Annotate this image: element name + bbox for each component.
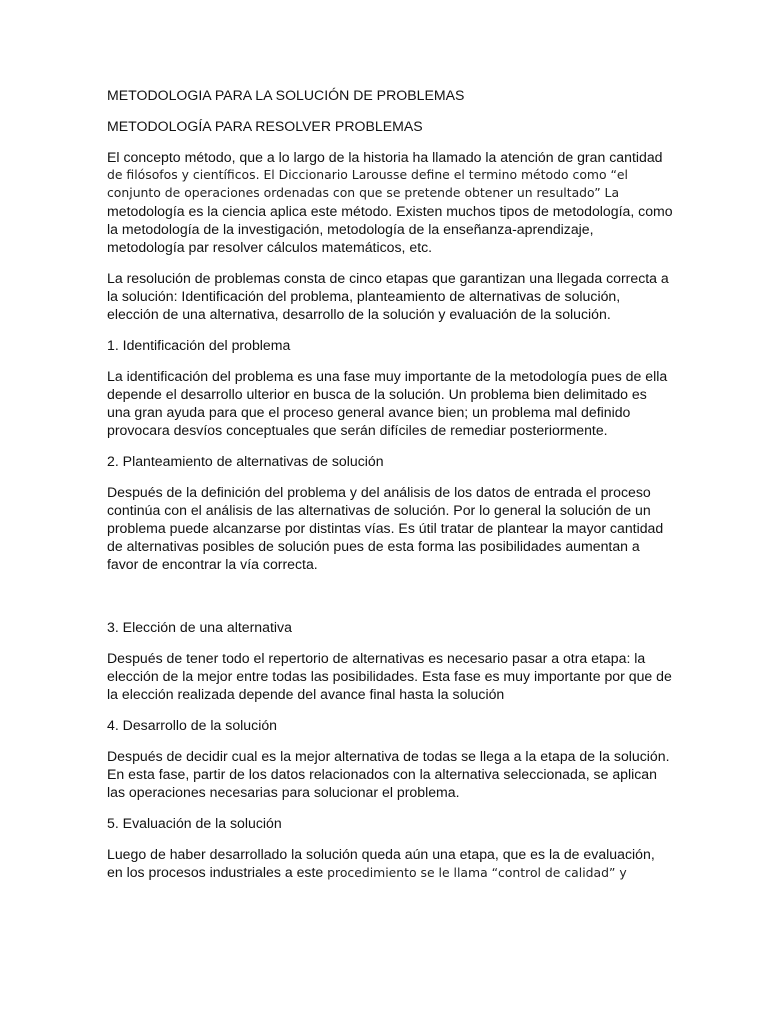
paragraph-line: la elección realizada depende del avance final hasta la solución bbox=[107, 686, 505, 702]
section-paragraph-identificacion bbox=[107, 367, 667, 439]
paragraph-line: La resolución de problemas consta de cinco etapas que garantizan una llegada correcta a bbox=[107, 270, 669, 286]
section-heading-planteamiento: 2. Planteamiento de alternativas de solución bbox=[107, 453, 384, 469]
paragraph-line: La identificación del problema es una fase muy importante de la metodología pues de ella bbox=[107, 368, 668, 384]
section-paragraph-evaluacion bbox=[107, 845, 667, 882]
paragraph-line: Después de la definición del problema y del análisis de los datos de entrada el proceso bbox=[107, 484, 651, 500]
paragraph-line: favor de encontrar la vía correcta. bbox=[107, 556, 318, 572]
paragraph-line: El concepto método, que a lo largo de la historia ha llamado la atención de gran cantidad bbox=[107, 149, 663, 165]
paragraph-line: Luego de haber desarrollado la solución queda aún una etapa, que es la de evaluación, bbox=[107, 846, 655, 862]
paragraph-line: la solución: Identificación del problema, planteamiento de alternativas de solución, bbox=[107, 288, 621, 304]
paragraph-line: de filósofos y científicos. El Diccionario Larousse define el termino método como “el bbox=[107, 167, 628, 182]
paragraph-line: depende el desarrollo ulterior en busca de la solución. Un problema bien delimitado es bbox=[107, 386, 647, 402]
paragraph-line: las operaciones necesarias para solucionar el problema. bbox=[107, 784, 460, 800]
paragraph-line: continúa con el análisis de las alternativas de solución. Por lo general la solución de un bbox=[107, 502, 651, 518]
paragraph-line: la metodología de la investigación, metodología de la enseñanza-aprendizaje, bbox=[107, 221, 594, 237]
paragraph-line: metodología par resolver cálculos matemáticos, etc. bbox=[107, 239, 433, 255]
paragraph-line: elección de una alternativa, desarrollo de la solución y evaluación de la solución. bbox=[107, 306, 611, 322]
paragraph-line: conjunto de operaciones ordenadas con que se pretende obtener un resultado” La bbox=[107, 185, 620, 200]
section-heading-desarrollo: 4. Desarrollo de la solución bbox=[107, 717, 277, 733]
paragraph-line: una gran ayuda para que el proceso general avance bien; un problema mal definido bbox=[107, 404, 631, 420]
document-subtitle: METODOLOGÍA PARA RESOLVER PROBLEMAS bbox=[107, 118, 423, 134]
intro-paragraph bbox=[107, 148, 673, 256]
paragraph-line: provocara desvíos conceptuales que serán difíciles de remediar posteriormente. bbox=[107, 422, 608, 438]
paragraph-line: En esta fase, partir de los datos relacionados con la alternativa seleccionada, se aplican bbox=[107, 766, 657, 782]
section-heading-eleccion: 3. Elección de una alternativa bbox=[107, 619, 292, 635]
section-paragraph-eleccion bbox=[107, 649, 672, 703]
document-body bbox=[107, 86, 673, 895]
paragraph-line: Después de decidir cual es la mejor alternativa de todas se llega a la etapa de la solución. bbox=[107, 748, 670, 764]
paragraph-line: en los procesos industriales a este procedimiento se le llama “control de calidad” y bbox=[107, 864, 627, 880]
document-title: METODOLOGIA PARA LA SOLUCIÓN DE PROBLEMAS bbox=[107, 87, 465, 103]
section-heading-identificacion: 1. Identificación del problema bbox=[107, 337, 291, 353]
paragraph-line: metodología es la ciencia aplica este método. Existen muchos tipos de metodología, como bbox=[107, 203, 673, 219]
paragraph-line: problema puede alcanzarse por distintas vías. Es útil tratar de plantear la mayor cantidad bbox=[107, 520, 664, 536]
paragraph-line: de alternativas posibles de solución pues de esta forma las posibilidades aumentan a bbox=[107, 538, 640, 554]
section-heading-evaluacion: 5. Evaluación de la solución bbox=[107, 815, 282, 831]
stages-paragraph bbox=[107, 269, 667, 323]
paragraph-line: Después de tener todo el repertorio de alternativas es necesario pasar a otra etapa: la bbox=[107, 650, 646, 666]
paragraph-line: elección de la mejor entre todas las posibilidades. Esta fase es muy importante por que de bbox=[107, 668, 672, 684]
section-paragraph-planteamiento bbox=[107, 483, 667, 573]
section-paragraph-desarrollo bbox=[107, 747, 670, 801]
